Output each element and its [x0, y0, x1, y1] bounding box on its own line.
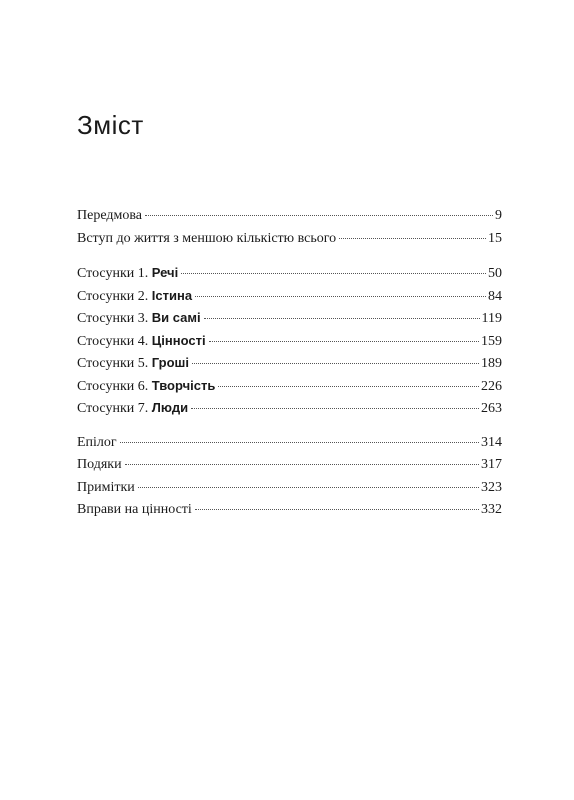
toc-entry-page-number: 317: [481, 457, 502, 472]
toc-entry-title: Стосунки 4.: [77, 333, 152, 349]
dot-leader: [191, 408, 479, 409]
toc-entry-title: Епілог: [77, 434, 117, 450]
toc-entry-title: Подяки: [77, 457, 122, 472]
toc-entry-label: [77, 307, 201, 331]
toc-entry[interactable]: [77, 397, 502, 420]
toc-entry-label: [77, 352, 189, 376]
toc-entry[interactable]: [77, 454, 502, 477]
toc-entry-subtitle: Творчість: [151, 377, 216, 393]
toc-entry-label: [77, 228, 336, 251]
toc-entry-page-number: 314: [481, 434, 502, 450]
toc-entry-page-number: 332: [481, 502, 502, 517]
toc-entry-label: [77, 432, 117, 455]
toc-entry-title: Стосунки 3.: [77, 311, 152, 326]
table-of-contents: [77, 205, 502, 522]
toc-entry-page-number: 323: [481, 479, 502, 495]
toc-entry[interactable]: [77, 285, 502, 308]
toc-entry-label: [77, 499, 192, 522]
toc-entry-subtitle: Речі: [151, 265, 179, 280]
toc-entry-label: [77, 375, 215, 399]
toc-entry-subtitle: Ви самі: [151, 310, 201, 325]
toc-entry-page-number: 226: [481, 378, 502, 394]
dot-leader: [195, 296, 486, 297]
toc-entry-page-number: 50: [488, 266, 502, 281]
toc-entry-title: Вправи на цінності: [77, 502, 192, 517]
toc-entry[interactable]: [77, 228, 502, 251]
toc-entry-page-number: 15: [488, 230, 502, 246]
dot-leader: [192, 363, 479, 364]
dot-leader: [339, 238, 486, 239]
toc-entry[interactable]: [77, 352, 502, 375]
toc-entry-label: [77, 205, 142, 228]
toc-entry-title: Стосунки 6.: [77, 378, 152, 394]
toc-entry[interactable]: [77, 262, 502, 285]
toc-group: [77, 205, 502, 250]
toc-entry-page-number: 159: [481, 333, 502, 349]
toc-entry-page-number: 84: [488, 288, 502, 304]
toc-entry-page-number: 263: [481, 401, 502, 416]
toc-group: [77, 432, 502, 522]
toc-entry-page-number: 189: [481, 356, 502, 371]
toc-entry[interactable]: [77, 477, 502, 500]
toc-entry[interactable]: [77, 499, 502, 522]
toc-entry[interactable]: [77, 375, 502, 398]
toc-entry[interactable]: [77, 330, 502, 353]
dot-leader: [218, 386, 479, 387]
toc-entry-page-number: 9: [495, 208, 502, 223]
toc-entry-label: [77, 477, 135, 500]
toc-entry[interactable]: [77, 432, 502, 455]
toc-entry-title: Вступ до життя з меншою кількістю всього: [77, 230, 337, 246]
toc-group: [77, 262, 502, 420]
page-title: Зміст: [77, 110, 144, 140]
toc-entry-title: Стосунки 5.: [77, 356, 152, 371]
toc-entry-title: Стосунки 7.: [77, 401, 152, 416]
dot-leader: [181, 273, 486, 274]
dot-leader: [120, 442, 479, 443]
toc-entry-title: Передмова: [77, 208, 142, 223]
toc-entry-label: [77, 397, 188, 421]
dot-leader: [195, 509, 479, 510]
toc-entry-title: Стосунки 2.: [77, 288, 152, 304]
dot-leader: [125, 464, 479, 465]
toc-entry-title: Стосунки 1.: [77, 266, 152, 281]
toc-entry-title: Примітки: [77, 479, 135, 495]
toc-entry[interactable]: [77, 205, 502, 228]
toc-entry-label: [77, 454, 122, 477]
toc-entry-page-number: 119: [481, 311, 502, 326]
toc-entry-label: [77, 330, 206, 354]
toc-entry[interactable]: [77, 307, 502, 330]
toc-entry-subtitle: Істина: [151, 287, 193, 303]
dot-leader: [145, 215, 493, 216]
dot-leader: [204, 318, 480, 319]
toc-entry-label: [77, 285, 192, 309]
toc-entry-subtitle: Гроші: [151, 355, 189, 370]
dot-leader: [209, 341, 479, 342]
toc-entry-subtitle: Цінності: [151, 332, 206, 348]
toc-entry-label: [77, 262, 178, 286]
toc-entry-subtitle: Люди: [151, 400, 189, 415]
dot-leader: [138, 487, 479, 488]
